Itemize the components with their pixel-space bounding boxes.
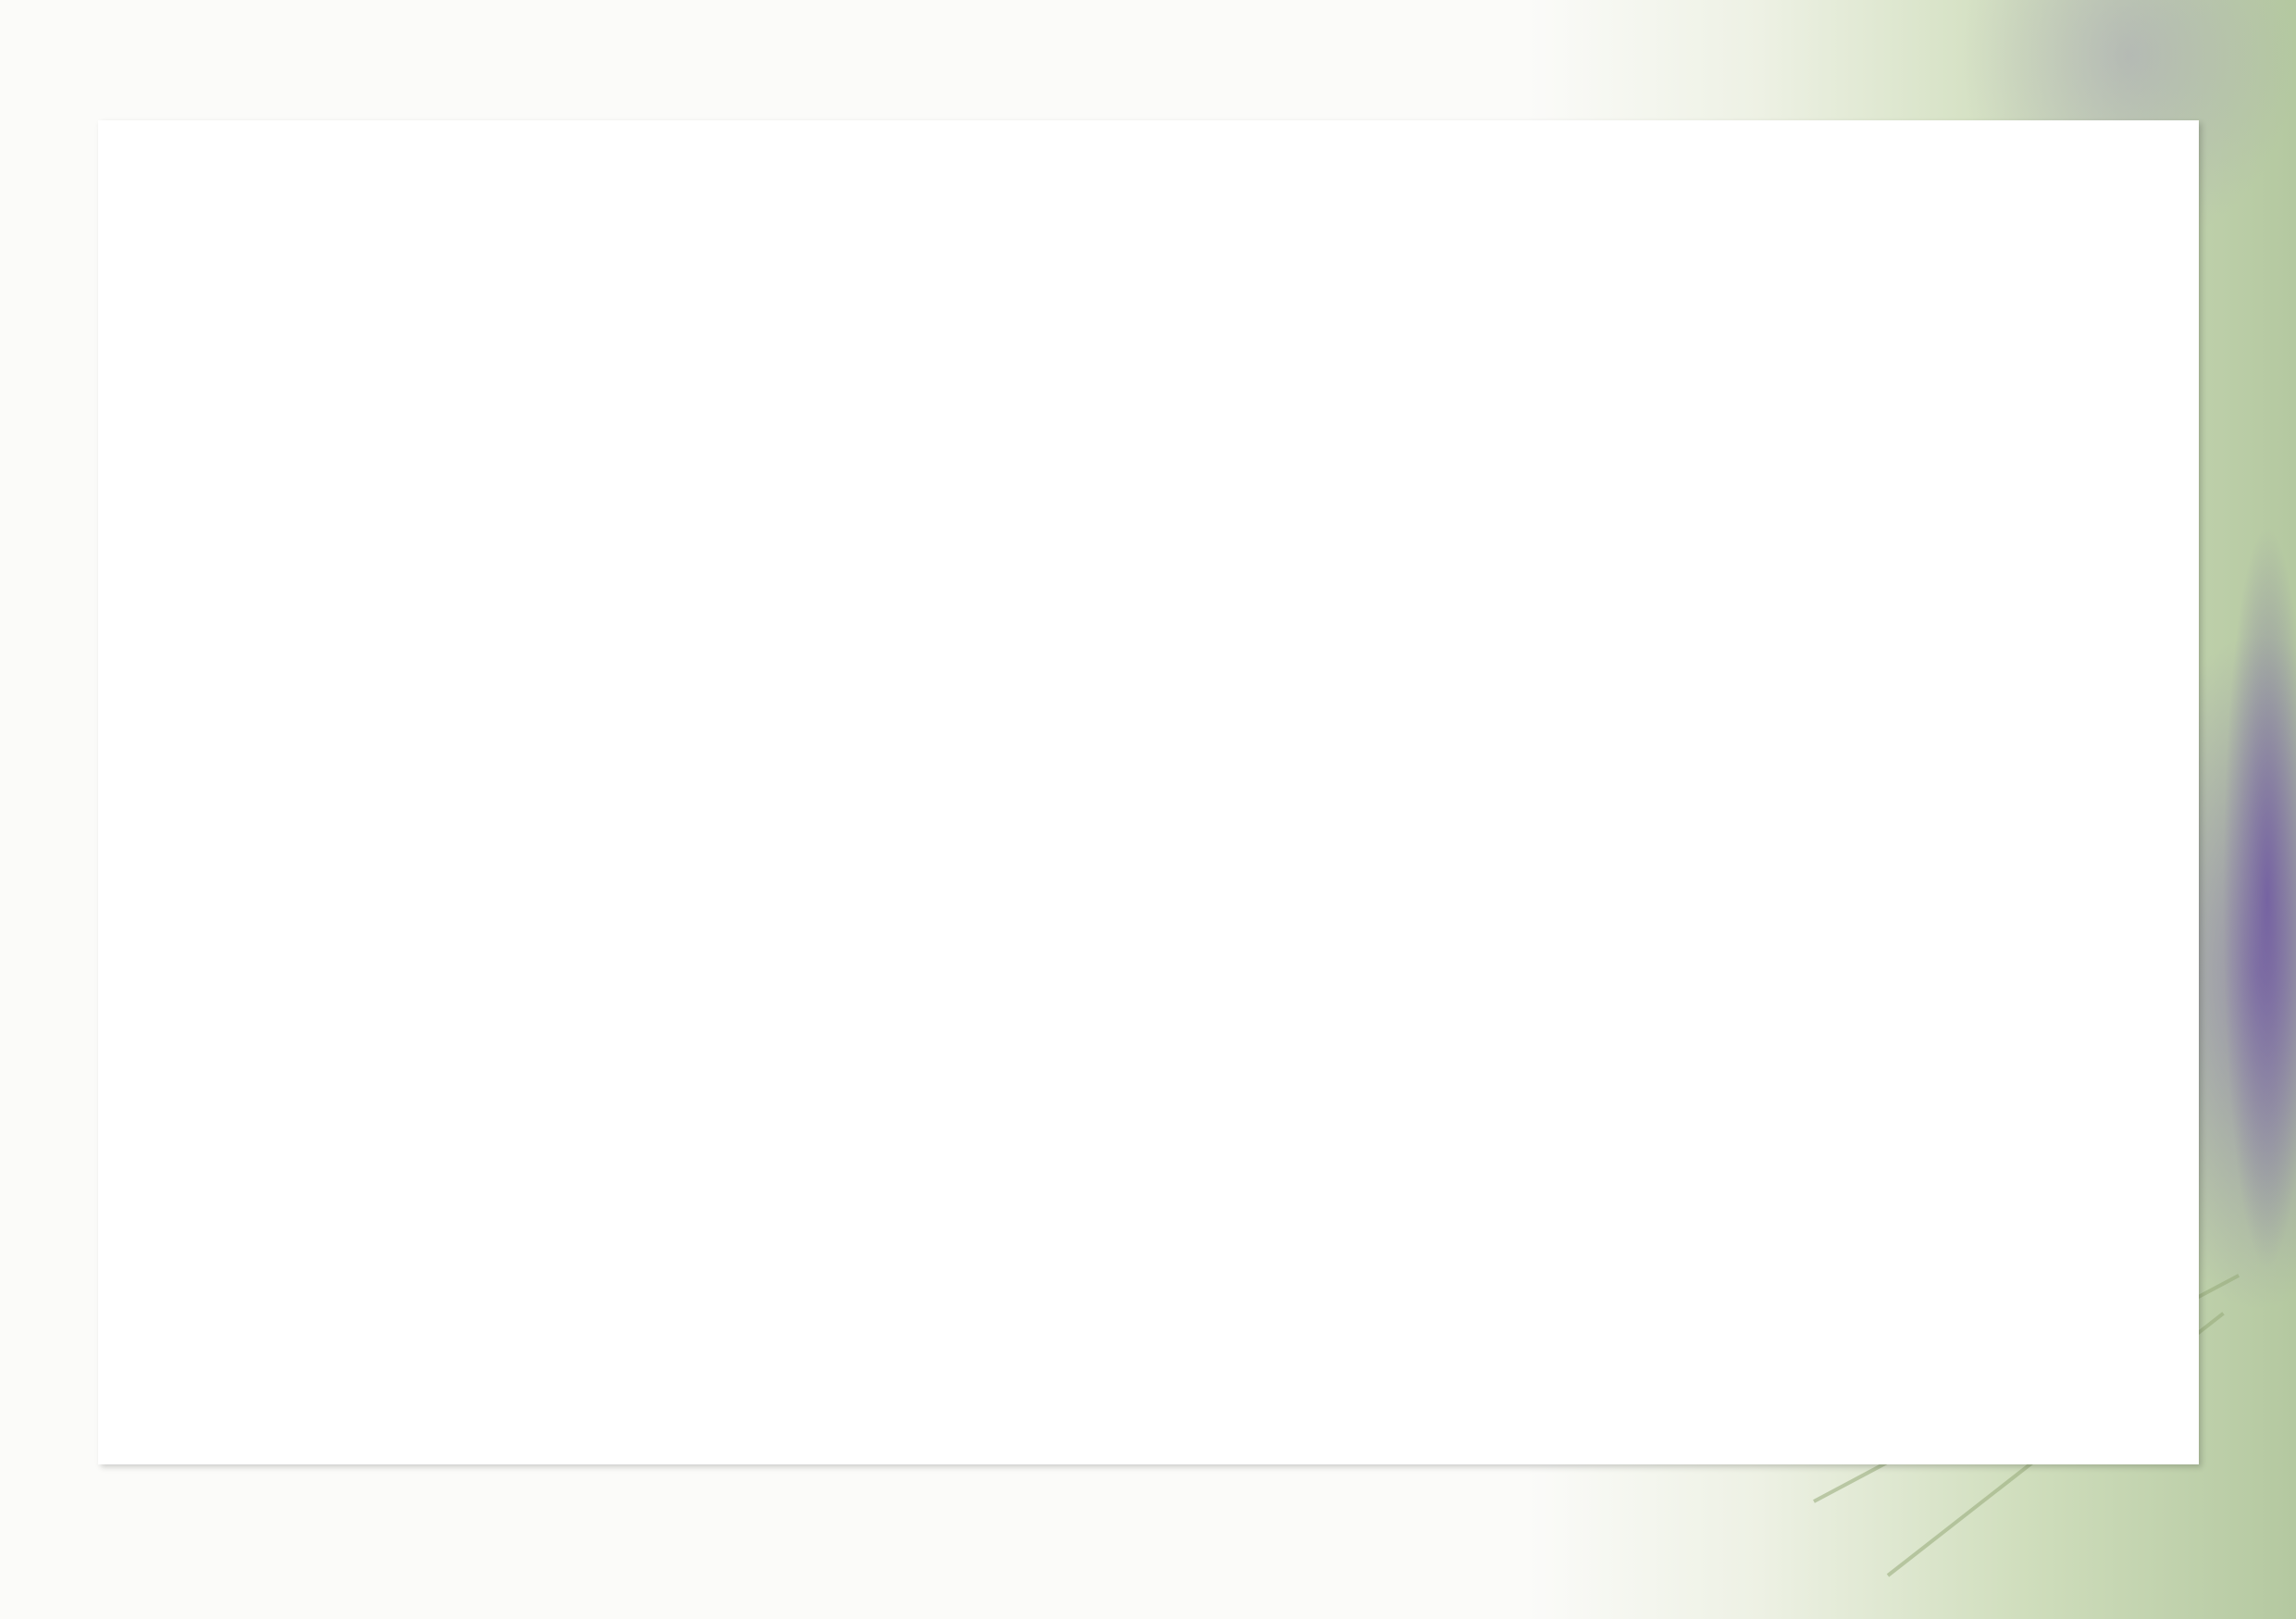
calendar-grid	[98, 120, 2199, 1464]
lavender-flowers	[2203, 435, 2296, 1619]
